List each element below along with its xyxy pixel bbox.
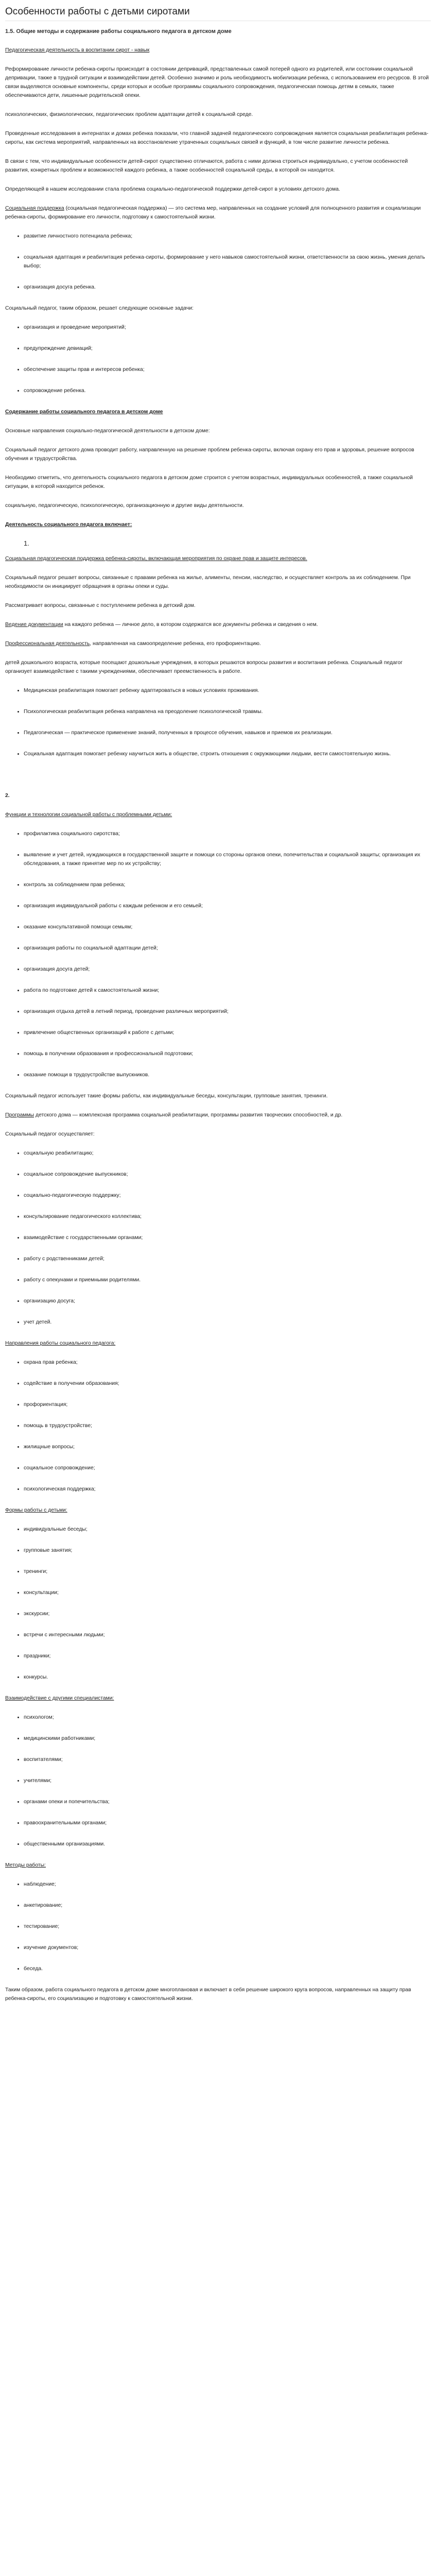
bullet-list bbox=[5, 829, 431, 1079]
list-item: • Педагогическая — практическое применение знаний, полученных в процессе обучения, навыков и приемов их реализации. bbox=[24, 728, 431, 737]
list-item: • правоохранительными органами; bbox=[24, 1819, 431, 1827]
list-item: • индивидуальные беседы; bbox=[24, 1525, 431, 1534]
body-paragraph bbox=[5, 1111, 431, 1120]
list-item: • социальное сопровождение; bbox=[24, 1464, 431, 1472]
list-item: • содействие в получении образования; bbox=[24, 1379, 431, 1388]
list-item: • оказание консультативной помощи семьям; bbox=[24, 923, 431, 931]
list-item: • тренинги; bbox=[24, 1567, 431, 1576]
list-item: • воспитателями; bbox=[24, 1755, 431, 1764]
list-item: • работу с родственниками детей; bbox=[24, 1255, 431, 1263]
body-paragraph bbox=[5, 639, 431, 648]
list-item: • взаимодействие с государственными органами; bbox=[24, 1233, 431, 1242]
list-item: • организация отдыха детей в летний период, проведение различных мероприятий; bbox=[24, 1007, 431, 1016]
list-item: • праздники; bbox=[24, 1652, 431, 1660]
term: Программы bbox=[5, 1112, 34, 1118]
list-number: 1. bbox=[24, 539, 29, 547]
list-item: • медицинскими работниками; bbox=[24, 1734, 431, 1743]
section-title: 1.5. Общие методы и содержание работы социального педагога в детском доме bbox=[5, 28, 232, 35]
bullet-list bbox=[5, 323, 431, 395]
subheading: Функции и технологии социальной работы с проблемными детьми: bbox=[5, 812, 172, 818]
intro-paragraph: психологических, физиологических, педагогических проблем адаптации детей к социальной среде. bbox=[5, 112, 253, 117]
list-item: • профориентация; bbox=[24, 1400, 431, 1409]
body-paragraph: Необходимо отметить, что деятельность социального педагога в детском доме строится с учетом возрастных, индивидуальных особенностей, а также социальной ситуации, в которой находится ребенок. bbox=[5, 475, 413, 489]
list-item: • помощь в получении образования и профессиональной подготовки; bbox=[24, 1049, 431, 1058]
list-item: • психологическая поддержка; bbox=[24, 1485, 431, 1494]
list-item: • Медицинская реабилитация помогает ребенку адаптироваться в новых условиях проживания. bbox=[24, 686, 431, 695]
list-item: • встречи с интересными людьми; bbox=[24, 1631, 431, 1639]
list-item: • помощь в трудоустройстве; bbox=[24, 1421, 431, 1430]
list-item: • консультации; bbox=[24, 1588, 431, 1597]
body-text: , направленная на самоопределение ребенка, его профориентацию. bbox=[90, 641, 261, 647]
body-paragraph: Социальный педагог использует такие формы работы, как индивидуальные беседы, консультации, групповые занятия, тренинги. bbox=[5, 1093, 328, 1099]
subheading: Содержание работы социального педагога в детском доме bbox=[5, 409, 163, 415]
list-item: • психологом; bbox=[24, 1713, 431, 1722]
list-item: • развитие личностного потенциала ребенка; bbox=[24, 232, 431, 241]
list-item: • групповые занятия; bbox=[24, 1546, 431, 1555]
bullet-list bbox=[5, 232, 431, 292]
term: Ведение документации bbox=[5, 622, 63, 628]
body-paragraph: Социальный педагог решает вопросы, связанные с правами ребенка на жилье, алименты, пенсии, наследство, и осуществляет контроль за их соблюдением. При необходимости он инициирует обращения в органы опеки и суды. bbox=[5, 575, 411, 589]
list-item: • предупреждение девиаций; bbox=[24, 344, 431, 353]
list-item: • анкетирование; bbox=[24, 1901, 431, 1910]
list-item: • социальную реабилитацию; bbox=[24, 1149, 431, 1158]
body-paragraph bbox=[5, 204, 431, 222]
list-item: • консультирование педагогического коллектива; bbox=[24, 1212, 431, 1221]
body-paragraph: Социальный педагог, таким образом, решает следующие основные задачи: bbox=[5, 306, 194, 311]
bullet-list bbox=[5, 1713, 431, 1849]
body-paragraph: Социальная педагогическая поддержка ребенка-сироты, включающая мероприятия по охране прав и защите интересов. bbox=[5, 556, 307, 562]
list-item: • сопровождение ребенка. bbox=[24, 386, 431, 395]
list-item: • оказание помощи в трудоустройстве выпускников. bbox=[24, 1071, 431, 1079]
page-title: Особенности работы с детьми сиротами bbox=[5, 6, 190, 17]
subheading: Формы работы с детьми: bbox=[5, 1507, 67, 1513]
list-item: • обеспечение защиты прав и интересов ребенка; bbox=[24, 365, 431, 374]
body-text: (социальная педагогическая поддержка) — это система мер, направленных на создание условий для полноценного развития и социализации ребенка-сироты, формирование его личности, подготовку к самостоятельной жизни. bbox=[5, 206, 421, 220]
list-item: • социальная адаптация и реабилитация ребенка-сироты, формирование у него навыков самостоятельной жизни, ответственности за свою жизнь, умения делать выбор; bbox=[24, 253, 431, 270]
numbered-list bbox=[5, 539, 431, 547]
list-item: • конкурсы. bbox=[24, 1673, 431, 1682]
list-item: • Психологическая реабилитация ребенка направлена на преодоление психологической травмы. bbox=[24, 707, 431, 716]
list-item: • профилактика социального сиротства; bbox=[24, 829, 431, 838]
body-paragraph: Социальный педагог детского дома проводит работу, направленную на решение проблем ребенка-сироты, включая охрану его прав и здоровья, решение вопросов обучения и трудоустройства. bbox=[5, 447, 414, 462]
list-item: • организация и проведение мероприятий; bbox=[24, 323, 431, 332]
body-paragraph bbox=[5, 620, 431, 629]
body-paragraph: детей дошкольного возраста, которые посещают дошкольные учреждения, в которых решаются вопросы развития и воспитания ребенка. Социальный педагог организует взаимодействие с такими учреждениями, обеспечивает преемственность в работе. bbox=[5, 660, 403, 674]
body-text: на каждого ребенка — личное дело, в котором содержатся все документы ребенка и сведения о нем. bbox=[63, 622, 318, 628]
body-paragraph: Основные направления социально-педагогической деятельности в детском доме: bbox=[5, 428, 210, 434]
list-item: • изучение документов; bbox=[24, 1943, 431, 1952]
intro-paragraph: Педагогическая деятельность в воспитании сирот - навык bbox=[5, 47, 150, 53]
intro-paragraph: Реформирование личности ребенка-сироты происходит в состоянии деприваций, представленных самой потерей одного из родителей, или состоянии социальной депривации, также в трудной ситуации и взаимодействии детей. Особенно значимо и роль необходимость мобилизации ребенка, с использованием его ресурсов. В этой связи выделяются основные компоненты, среди которых и особые программы социального сопровождения, педагогическая помощь детям в семьях, также обеспечиваются дети, лишенные родительской опеки. bbox=[5, 66, 429, 98]
subheading: Направления работы социального педагога: bbox=[5, 1341, 116, 1346]
subheading: Методы работы: bbox=[5, 1862, 46, 1868]
list-item: • учет детей. bbox=[24, 1318, 431, 1327]
list-item: • организация работы по социальной адаптации детей; bbox=[24, 944, 431, 953]
list-item: • органами опеки и попечительства; bbox=[24, 1798, 431, 1806]
list-item: • наблюдение; bbox=[24, 1880, 431, 1889]
body-paragraph: Определяющей в нашем исследовании стала проблема социально-педагогической поддержки детей-сирот в условиях детского дома. bbox=[5, 187, 340, 192]
list-item: • привлечение общественных организаций к работе с детьми; bbox=[24, 1028, 431, 1037]
subheading: Взаимодействие с другими специалистами: bbox=[5, 1696, 114, 1701]
list-item: • социальное сопровождение выпускников; bbox=[24, 1170, 431, 1179]
body-paragraph: В связи с тем, что индивидуальные особенности детей-сирот существенно отличаются, работа с ними должна строиться индивидуально, с учетом особенностей развития, конкретных проблем и возможностей каждого ребенка, а также особенностей социальной среды, в которой он находится. bbox=[5, 159, 408, 173]
list-item: • работа по подготовке детей к самостоятельной жизни; bbox=[24, 986, 431, 995]
spacer bbox=[5, 771, 431, 791]
list-item: • организация индивидуальной работы с каждым ребенком и его семьей; bbox=[24, 902, 431, 910]
bullet-list bbox=[5, 1880, 431, 1973]
body-paragraph: социальную, педагогическую, психологическую, организационную и другие виды деятельности. bbox=[5, 503, 244, 509]
subheading: Деятельность социального педагога включает: bbox=[5, 522, 132, 528]
list-item: • охрана прав ребенка; bbox=[24, 1358, 431, 1367]
list-item: • Социальная адаптация помогает ребенку научиться жить в обществе, строить отношения с окружающими людьми, вести самостоятельную жизнь. bbox=[24, 750, 431, 758]
term: Профессиональная деятельность bbox=[5, 641, 90, 647]
list-item: • контроль за соблюдением прав ребенка; bbox=[24, 880, 431, 889]
list-item: • организацию досуга; bbox=[24, 1297, 431, 1306]
list-item: • организация досуга детей; bbox=[24, 965, 431, 974]
body-text: детского дома — комплексная программа социальной реабилитации, программы развития творческих способностей, и др. bbox=[34, 1112, 343, 1118]
list-item: • экскурсии; bbox=[24, 1609, 431, 1618]
list-item: • тестирование; bbox=[24, 1922, 431, 1931]
list-item: • учителями; bbox=[24, 1776, 431, 1785]
body-paragraph: Проведенные исследования в интернатах и домах ребенка показали, что главной задачей педагогического сопровождения является социальная реабилитация ребенка-сироты, как система мероприятий, направленных на восстановление утраченных социальных связей и функций, в том числе развитие личности ребенка. bbox=[5, 131, 429, 145]
bullet-list bbox=[5, 1525, 431, 1682]
list-item: • общественными организациями. bbox=[24, 1840, 431, 1849]
term: Социальная поддержка bbox=[5, 206, 64, 211]
list-item: • работу с опекунами и приемными родителями. bbox=[24, 1276, 431, 1284]
list-item: • социально-педагогическую поддержку; bbox=[24, 1191, 431, 1200]
list-item: • организация досуга ребенка. bbox=[24, 283, 431, 292]
bullet-list bbox=[5, 1149, 431, 1327]
list-item: • жилищные вопросы; bbox=[24, 1443, 431, 1451]
conclusion-paragraph: Таким образом, работа социального педагога в детском доме многоплановая и включает в себя решение широкого круга вопросов, направленных на защиту прав ребенка-сироты, его социализацию и подготовку к самостоятельной жизни. bbox=[5, 1987, 411, 2002]
body-paragraph: Рассматривает вопросы, связанные с поступлением ребенка в детский дом. bbox=[5, 603, 196, 608]
bullet-list bbox=[5, 1358, 431, 1494]
list-number: 2. bbox=[5, 793, 10, 799]
body-paragraph: Социальный педагог осуществляет: bbox=[5, 1131, 95, 1137]
bullet-list bbox=[5, 686, 431, 758]
list-item: • выявление и учет детей, нуждающихся в государственной защите и помощи со стороны органов опеки, попечительства и социальной защиты; организация их обследования, а также принятие мер по их устройству; bbox=[24, 851, 431, 868]
list-item: • беседа. bbox=[24, 1964, 431, 1973]
